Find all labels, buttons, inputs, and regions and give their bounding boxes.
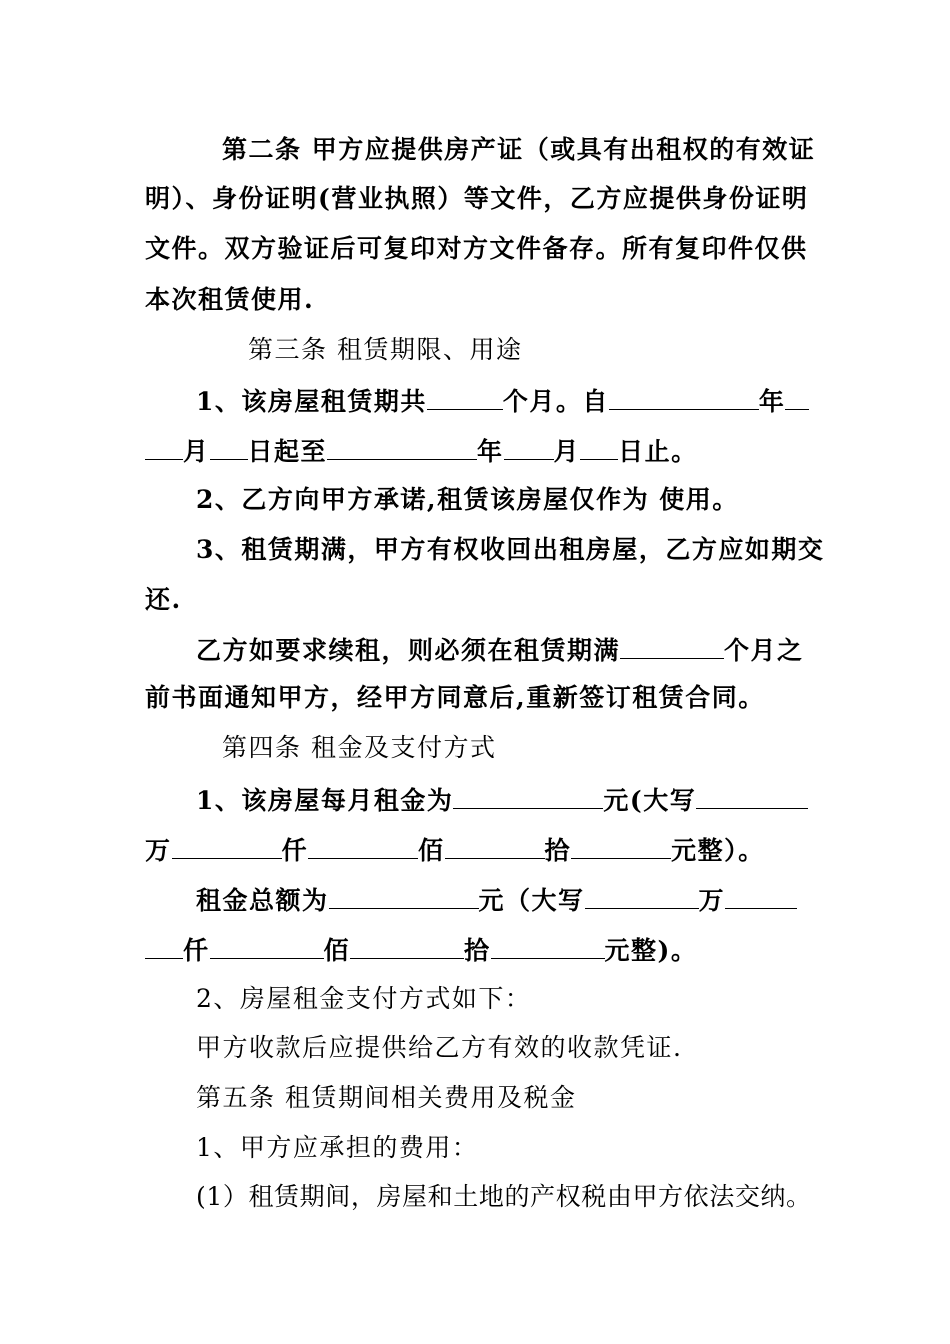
monthly-rent-label: 1、该房屋每月租金为 [196,786,454,815]
payment-method-line: 2、房屋租金支付方式如下： [196,984,532,1013]
year-label: 年 [758,387,786,416]
term-months-blank[interactable] [427,384,503,410]
monthly-rent-uppercase-line [145,833,835,867]
wan-label: 万 [145,836,172,865]
renewal-notice-months-blank[interactable] [620,633,724,659]
term-length-line [196,384,886,418]
expiry-line-2: 还. [145,585,182,614]
uppercase-label: 元（大写 [478,886,585,915]
article-5-heading: 第五条 租赁期间相关费用及税金 [196,1083,577,1112]
term-length-label: 1、该房屋租赁期共 [196,387,427,416]
end-day-blank[interactable] [580,434,618,460]
bai-label: 佰 [323,936,351,965]
landlord-fees-line: 1、甲方应承担的费用： [196,1133,479,1162]
monthly-rent-amount-blank[interactable] [453,783,603,809]
year-label: 年 [477,437,504,466]
total-qian-blank-part2[interactable] [145,933,183,959]
article-2-line-4: 本次租赁使用. [145,285,315,314]
yuan-label: 元整）。 [671,836,765,865]
renewal-label: 乙方如要求续租，则必须在租赁期满 [196,636,621,665]
yuan-blank[interactable] [571,833,671,859]
shi-label: 拾 [544,836,572,865]
total-rent-label: 租金总额为 [196,886,329,915]
shi-label: 拾 [464,936,491,965]
renewal-line-1 [196,633,886,667]
article-2-line-3: 文件。双方验证后可复印对方文件备存。所有复印件仅供 [145,234,808,263]
shi-blank[interactable] [445,833,545,859]
total-shi-blank[interactable] [350,933,464,959]
monthly-rent-line [196,783,886,817]
start-month-blank-part1[interactable] [785,384,809,410]
total-yuan-blank[interactable] [491,933,605,959]
bai-blank[interactable] [308,833,418,859]
qian-label: 仟 [183,936,210,965]
until-label: 日起至 [247,437,328,466]
yuan-label: 元整)。 [604,936,698,965]
start-year-blank[interactable] [609,384,759,410]
property-tax-line: (1）租赁期间，房屋和土地的产权税由甲方依法交纳。 [196,1182,812,1211]
total-rent-uppercase-line [145,933,835,967]
total-rent-amount-blank[interactable] [329,883,479,909]
start-day-blank[interactable] [210,434,248,460]
total-wan-blank[interactable] [585,883,699,909]
renewal-months-label: 个月之 [724,636,804,665]
month-label: 月 [553,437,581,466]
receipt-line: 甲方收款后应提供给乙方有效的收款凭证. [196,1033,683,1062]
total-qian-blank-part1[interactable] [725,883,797,909]
qian-label: 仟 [281,836,309,865]
total-bai-blank[interactable] [210,933,324,959]
article-4-heading: 第四条 租金及支付方式 [222,733,497,762]
renewal-line-2: 前书面通知甲方，经甲方同意后,重新签订租赁合同。 [145,683,765,712]
end-month-blank[interactable] [504,434,554,460]
month-label: 月 [183,437,210,466]
end-label: 日止。 [618,437,698,466]
term-dates-line [145,434,835,468]
uppercase-label: 元(大写 [603,786,697,815]
bai-label: 佰 [418,836,445,865]
total-rent-line [196,883,886,917]
wan-label: 万 [698,886,726,915]
end-year-blank[interactable] [327,434,477,460]
start-month-blank-part2[interactable] [145,434,183,460]
uppercase-blank[interactable] [696,783,808,809]
usage-line: 2、乙方向甲方承诺,租赁该房屋仅作为 使用。 [196,485,739,514]
term-from-label: 个月。自 [502,387,609,416]
expiry-line-1: 3、租赁期满，甲方有权收回出租房屋，乙方应如期交 [196,535,825,564]
article-3-heading: 第三条 租赁期限、用途 [248,335,523,364]
article-2-line-1: 第二条 甲方应提供房产证（或具有出租权的有效证 [222,135,816,164]
qian-blank[interactable] [172,833,282,859]
article-2-line-2: 明）、身份证明(营业执照）等文件，乙方应提供身份证明 [145,184,809,213]
